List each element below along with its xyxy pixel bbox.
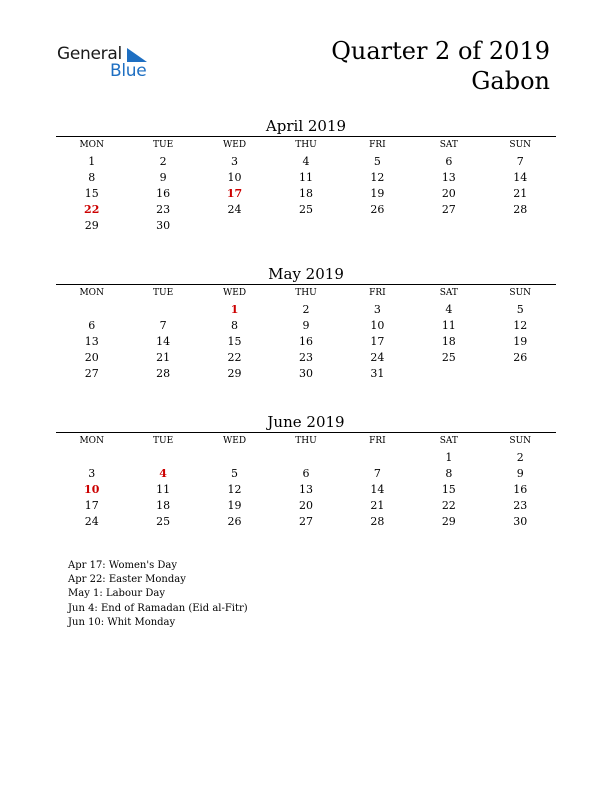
empty-day-cell <box>485 366 556 382</box>
day-cell: 5 <box>373 155 381 168</box>
week-row <box>56 170 556 186</box>
weekday-label: TUE <box>153 288 174 298</box>
week-row <box>56 334 556 350</box>
empty-day-cell <box>413 218 484 234</box>
weekday-label: MON <box>79 288 104 298</box>
week-row <box>56 498 556 514</box>
day-cell: 5 <box>516 303 524 316</box>
weekday-header-row <box>56 434 556 448</box>
day-cell: 14 <box>156 335 171 348</box>
day-cell: 22 <box>84 203 100 216</box>
day-cell: 15 <box>84 187 99 200</box>
holiday-note: Apr 22: Easter Monday <box>68 574 186 586</box>
week-row <box>56 202 556 218</box>
day-cell: 26 <box>227 515 242 528</box>
weekday-label: WED <box>223 436 247 446</box>
day-cell: 8 <box>88 171 96 184</box>
empty-day-cell <box>270 218 341 234</box>
day-cell: 4 <box>445 303 453 316</box>
weekday-label: FRI <box>369 140 386 150</box>
day-cell: 26 <box>513 351 528 364</box>
weekday-label: SUN <box>509 436 532 446</box>
day-cell: 3 <box>231 155 239 168</box>
day-cell: 10 <box>370 319 385 332</box>
month-divider <box>56 432 556 433</box>
month-title: April 2019 <box>265 117 347 135</box>
week-row <box>56 218 556 234</box>
day-cell: 17 <box>84 499 99 512</box>
week-row <box>56 366 556 382</box>
weekday-label: SUN <box>509 140 532 150</box>
day-cell: 28 <box>156 367 171 380</box>
weekday-label: TUE <box>153 140 174 150</box>
empty-day-cell <box>56 450 127 466</box>
day-cell: 29 <box>227 367 242 380</box>
weekday-label: MON <box>79 436 104 446</box>
weekday-label: THU <box>295 288 317 298</box>
day-cell: 27 <box>441 203 456 216</box>
day-cell: 21 <box>156 351 171 364</box>
day-cell: 2 <box>159 155 167 168</box>
empty-day-cell <box>56 302 127 318</box>
day-cell: 27 <box>84 367 99 380</box>
day-cell: 17 <box>370 335 385 348</box>
day-cell: 22 <box>227 351 242 364</box>
day-cell: 18 <box>441 335 456 348</box>
holiday-note: Jun 4: End of Ramadan (Eid al-Fitr) <box>68 602 248 614</box>
month-title: May 2019 <box>268 265 344 283</box>
day-cell: 20 <box>441 187 456 200</box>
weekday-label: SAT <box>439 288 458 298</box>
weekday-label: SUN <box>509 288 532 298</box>
week-row <box>56 466 556 482</box>
day-cell: 30 <box>513 515 528 528</box>
day-cell: 27 <box>298 515 313 528</box>
day-cell: 21 <box>370 499 385 512</box>
day-cell: 29 <box>84 219 99 232</box>
day-cell: 19 <box>513 335 528 348</box>
month-divider <box>56 136 556 137</box>
empty-day-cell <box>342 218 413 234</box>
day-cell: 24 <box>370 351 385 364</box>
day-cell: 15 <box>227 335 242 348</box>
day-cell: 8 <box>445 467 453 480</box>
country-title: Gabon <box>471 67 550 95</box>
weekday-label: SAT <box>439 140 458 150</box>
weekday-label: SAT <box>439 436 458 446</box>
day-cell: 5 <box>231 467 239 480</box>
day-cell: 24 <box>227 203 242 216</box>
empty-day-cell <box>270 450 341 466</box>
month-title: June 2019 <box>267 413 345 431</box>
day-cell: 16 <box>156 187 171 200</box>
empty-day-cell <box>199 218 270 234</box>
day-cell: 8 <box>231 319 239 332</box>
day-cell: 3 <box>88 467 96 480</box>
day-cell: 10 <box>227 171 242 184</box>
day-cell: 12 <box>370 171 385 184</box>
day-cell: 29 <box>441 515 456 528</box>
day-cell: 25 <box>156 515 171 528</box>
holiday-note: May 1: Labour Day <box>68 588 165 600</box>
weekday-header-row <box>56 138 556 152</box>
logo-word-general: General <box>57 44 122 64</box>
day-cell: 19 <box>227 499 242 512</box>
day-cell: 18 <box>156 499 171 512</box>
day-cell: 17 <box>226 187 243 200</box>
day-cell: 4 <box>302 155 310 168</box>
week-row <box>56 450 556 466</box>
weekday-label: TUE <box>153 436 174 446</box>
month-calendar-june <box>56 412 556 530</box>
day-cell: 6 <box>445 155 453 168</box>
day-cell: 7 <box>373 467 381 480</box>
empty-day-cell <box>413 366 484 382</box>
day-cell: 4 <box>159 467 167 480</box>
month-calendar-april <box>56 116 556 234</box>
week-row <box>56 154 556 170</box>
triangle-flag-icon <box>127 48 147 62</box>
weekday-label: FRI <box>369 436 386 446</box>
holiday-note: Apr 17: Women's Day <box>68 560 178 571</box>
day-cell: 16 <box>513 483 528 496</box>
week-row <box>56 186 556 202</box>
day-cell: 31 <box>370 367 385 380</box>
month-divider <box>56 284 556 285</box>
weekday-label: THU <box>295 140 317 150</box>
day-cell: 9 <box>302 319 310 332</box>
day-cell: 14 <box>513 171 528 184</box>
day-cell: 28 <box>513 203 528 216</box>
day-cell: 7 <box>159 319 167 332</box>
empty-day-cell <box>127 302 198 318</box>
day-cell: 6 <box>88 319 96 332</box>
weekday-label: WED <box>223 140 247 150</box>
day-cell: 11 <box>298 171 313 184</box>
week-row <box>56 514 556 530</box>
weekday-label: THU <box>295 436 317 446</box>
day-cell: 23 <box>298 351 313 364</box>
day-cell: 1 <box>230 303 239 316</box>
day-cell: 12 <box>513 319 528 332</box>
day-cell: 7 <box>516 155 524 168</box>
day-cell: 13 <box>84 335 99 348</box>
day-cell: 6 <box>302 467 310 480</box>
day-cell: 22 <box>441 499 456 512</box>
day-cell: 25 <box>298 203 313 216</box>
day-cell: 11 <box>156 483 171 496</box>
month-calendar-may <box>56 264 556 382</box>
day-cell: 1 <box>88 155 96 168</box>
day-cell: 12 <box>227 483 242 496</box>
day-cell: 9 <box>159 171 167 184</box>
day-cell: 28 <box>370 515 385 528</box>
day-cell: 21 <box>513 187 528 200</box>
day-cell: 15 <box>441 483 456 496</box>
week-row <box>56 482 556 498</box>
day-cell: 1 <box>445 451 453 464</box>
day-cell: 25 <box>441 351 456 364</box>
empty-day-cell <box>342 450 413 466</box>
quarter-title: Quarter 2 of 2019 <box>331 37 550 65</box>
day-cell: 30 <box>156 219 171 232</box>
day-cell: 10 <box>84 483 100 496</box>
day-cell: 20 <box>298 499 313 512</box>
empty-day-cell <box>127 450 198 466</box>
logo-word-blue: Blue <box>110 61 147 81</box>
day-cell: 3 <box>373 303 381 316</box>
day-cell: 23 <box>156 203 171 216</box>
weekday-label: WED <box>223 288 247 298</box>
day-cell: 2 <box>516 451 524 464</box>
day-cell: 13 <box>298 483 313 496</box>
day-cell: 20 <box>84 351 99 364</box>
day-cell: 26 <box>370 203 385 216</box>
day-cell: 14 <box>370 483 385 496</box>
weekday-label: FRI <box>369 288 386 298</box>
day-cell: 13 <box>441 171 456 184</box>
holiday-notes <box>68 559 248 630</box>
day-cell: 9 <box>516 467 524 480</box>
week-row <box>56 302 556 318</box>
logo <box>57 42 167 82</box>
day-cell: 16 <box>298 335 313 348</box>
day-cell: 24 <box>84 515 99 528</box>
day-cell: 19 <box>370 187 385 200</box>
day-cell: 11 <box>441 319 456 332</box>
page-title <box>331 36 550 96</box>
empty-day-cell <box>485 218 556 234</box>
week-row <box>56 318 556 334</box>
weekday-header-row <box>56 286 556 300</box>
day-cell: 18 <box>298 187 313 200</box>
week-row <box>56 350 556 366</box>
day-cell: 2 <box>302 303 310 316</box>
day-cell: 30 <box>298 367 313 380</box>
weekday-label: MON <box>79 140 104 150</box>
day-cell: 23 <box>513 499 528 512</box>
holiday-note: Jun 10: Whit Monday <box>68 616 176 628</box>
empty-day-cell <box>199 450 270 466</box>
